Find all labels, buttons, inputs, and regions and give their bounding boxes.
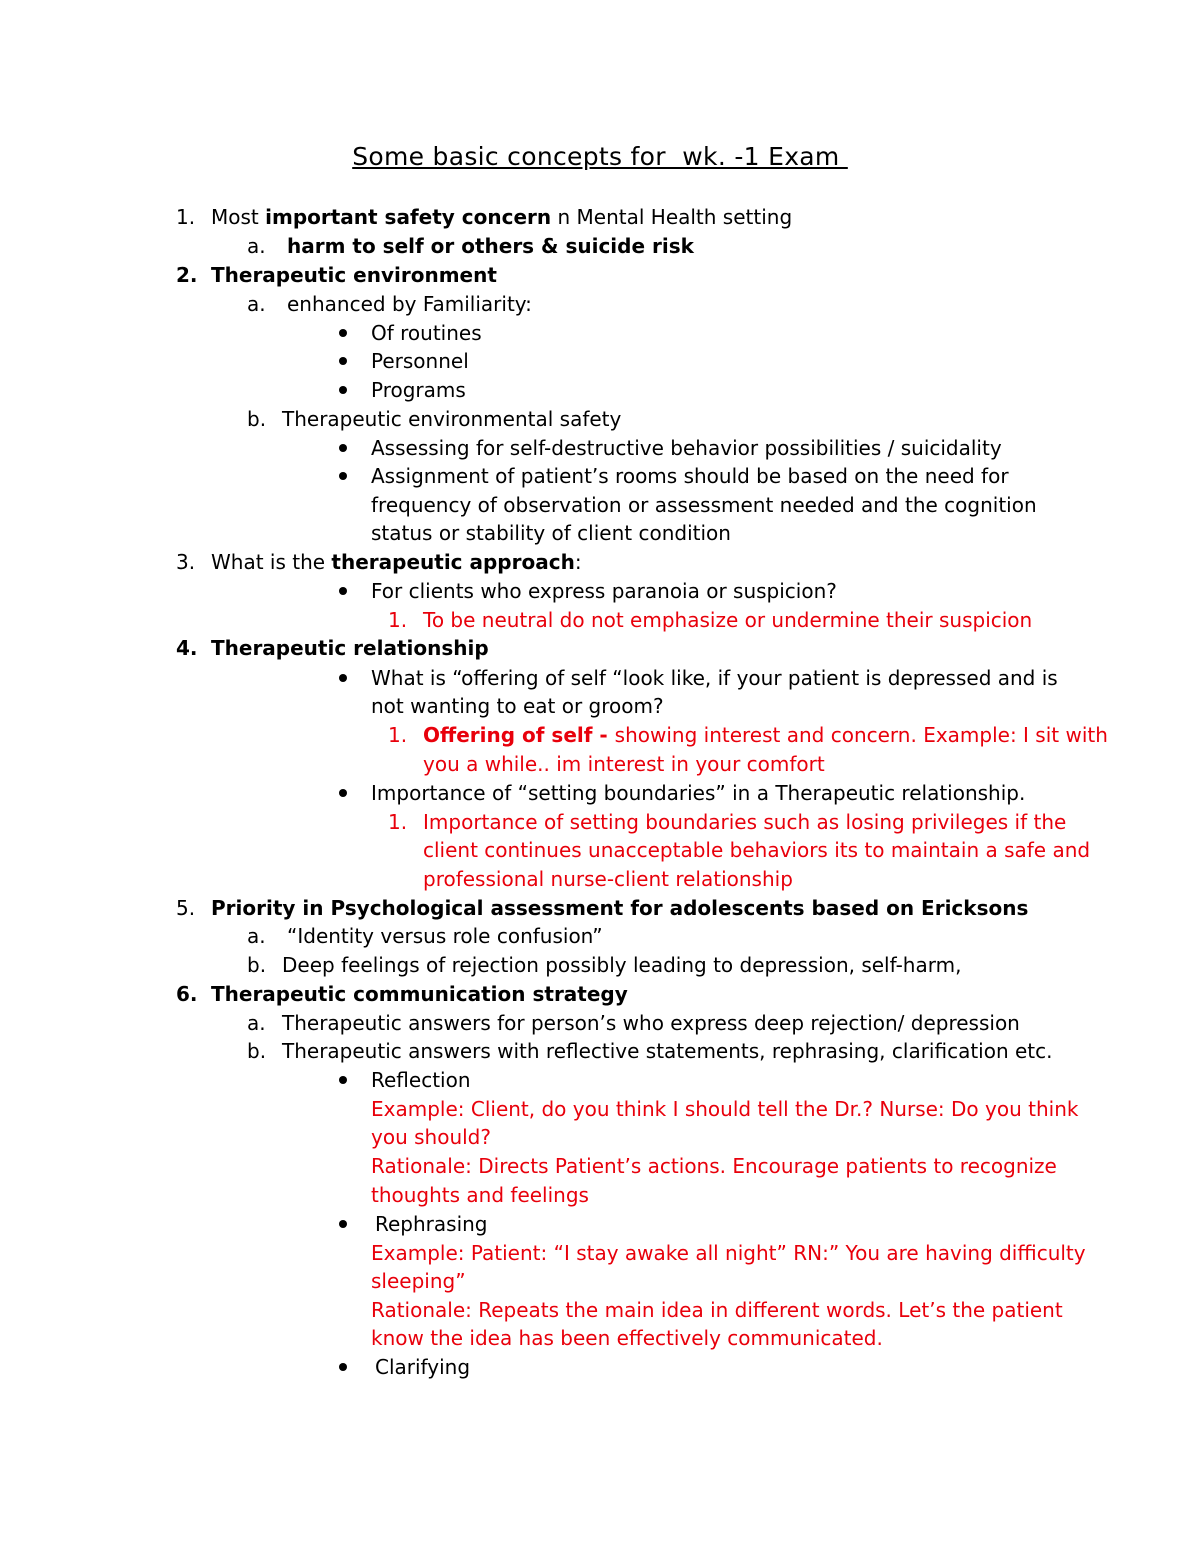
list-letter: b.: [247, 1039, 267, 1063]
text-run: showing interest and concern. Example: I sit with: [614, 723, 1108, 747]
rationale-text: thoughts and feelings: [371, 1183, 589, 1207]
list-item-6: Therapeutic communication strategy: [211, 982, 628, 1006]
bullet-item-continued: status or stability of client condition: [371, 521, 731, 545]
sub-item-6b: Therapeutic answers with reflective statements, rephrasing, clarification etc.: [282, 1039, 1053, 1063]
text-run-bold: important safety concern: [265, 205, 552, 229]
answer-text: Importance of setting boundaries such as losing privileges if the: [423, 810, 1067, 834]
list-letter: a.: [247, 924, 266, 948]
sub-item-6a: Therapeutic answers for person’s who express deep rejection/ depression: [282, 1011, 1020, 1035]
answer-number: 1.: [388, 608, 408, 632]
answer-text: [423, 722, 1108, 748]
bullet-icon: [339, 444, 347, 452]
example-text: sleeping”: [371, 1269, 466, 1293]
bullet-icon: [339, 1076, 347, 1084]
answer-number: 1.: [388, 810, 408, 834]
list-item-3: [211, 549, 582, 575]
text-run: n Mental Health setting: [551, 205, 793, 229]
list-letter: b.: [247, 407, 267, 431]
sub-item-2a: enhanced by Familiarity:: [287, 292, 532, 316]
answer-text-continued: client continues unacceptable behaviors its to maintain a safe and: [423, 838, 1091, 862]
bullet-icon: [339, 674, 347, 682]
example-text: Example: Client, do you think I should tell the Dr.? Nurse: Do you think: [371, 1097, 1079, 1121]
bullet-item: Programs: [371, 378, 466, 402]
list-number: 1.: [176, 205, 196, 229]
bullet-item-continued: frequency of observation or assessment needed and the cognition: [371, 493, 1037, 517]
bullet-item: Rephrasing: [375, 1212, 488, 1236]
bullet-icon: [339, 1220, 347, 1228]
text-run: What is the: [211, 550, 332, 574]
bullet-icon: [339, 472, 347, 480]
sub-item-2b: Therapeutic environmental safety: [282, 407, 622, 431]
bullet-icon: [339, 587, 347, 595]
text-run: Most: [211, 205, 266, 229]
bullet-item: Reflection: [371, 1068, 471, 1092]
rationale-text: Rationale: Repeats the main idea in different words. Let’s the patient: [371, 1298, 1063, 1322]
bullet-item-continued: not wanting to eat or groom?: [371, 694, 664, 718]
list-item-4: Therapeutic relationship: [211, 636, 489, 660]
bullet-icon: [339, 386, 347, 394]
bullet-icon: [339, 357, 347, 365]
text-run-bold: therapeutic approach: [331, 550, 575, 574]
bullet-item: Importance of “setting boundaries” in a Therapeutic relationship.: [371, 781, 1026, 805]
answer-number: 1.: [388, 723, 408, 747]
list-letter: a.: [247, 292, 266, 316]
example-text: you should?: [371, 1125, 491, 1149]
list-number: 4.: [176, 636, 198, 660]
answer-text-continued: you a while.. im interest in your comfort: [423, 752, 825, 776]
bullet-icon: [339, 329, 347, 337]
bullet-icon: [339, 1363, 347, 1371]
sub-item-5b: Deep feelings of rejection possibly leading to depression, self-harm,: [282, 953, 962, 977]
answer-text: To be neutral do not emphasize or undermine their suspicion: [423, 608, 1033, 632]
list-letter: a.: [247, 1011, 266, 1035]
sub-item-5a: “Identity versus role confusion”: [287, 924, 603, 948]
bullet-item: What is “offering of self “look like, if your patient is depressed and is: [371, 666, 1058, 690]
list-item-1: [211, 204, 792, 230]
answer-text-continued: professional nurse-client relationship: [423, 867, 793, 891]
bullet-item: For clients who express paranoia or suspicion?: [371, 579, 837, 603]
bullet-item: Clarifying: [375, 1355, 471, 1379]
example-text: Example: Patient: “I stay awake all night” RN:” You are having difficulty: [371, 1241, 1086, 1265]
bullet-item: Of routines: [371, 321, 482, 345]
bullet-item: Assignment of patient’s rooms should be based on the need for: [371, 464, 1009, 488]
list-letter: b.: [247, 953, 267, 977]
rationale-text: Rationale: Directs Patient’s actions. Encourage patients to recognize: [371, 1154, 1057, 1178]
list-number: 6.: [176, 982, 198, 1006]
list-number: 5.: [176, 896, 196, 920]
list-number: 2.: [176, 263, 198, 287]
text-run-bold: Offering of self -: [423, 723, 615, 747]
bullet-item: Personnel: [371, 349, 469, 373]
bullet-item: Assessing for self-destructive behavior possibilities / suicidality: [371, 436, 1002, 460]
bullet-icon: [339, 789, 347, 797]
document-title: Some basic concepts for wk. -1 Exam: [352, 142, 848, 171]
rationale-text: know the idea has been effectively communicated.: [371, 1326, 883, 1350]
text-run: :: [574, 550, 582, 574]
list-number: 3.: [176, 550, 196, 574]
list-item-5: Priority in Psychological assessment for adolescents based on Ericksons: [211, 896, 1029, 920]
sub-item-1a: harm to self or others & suicide risk: [287, 234, 694, 258]
list-item-2: Therapeutic environment: [211, 263, 497, 287]
list-letter: a.: [247, 234, 266, 258]
